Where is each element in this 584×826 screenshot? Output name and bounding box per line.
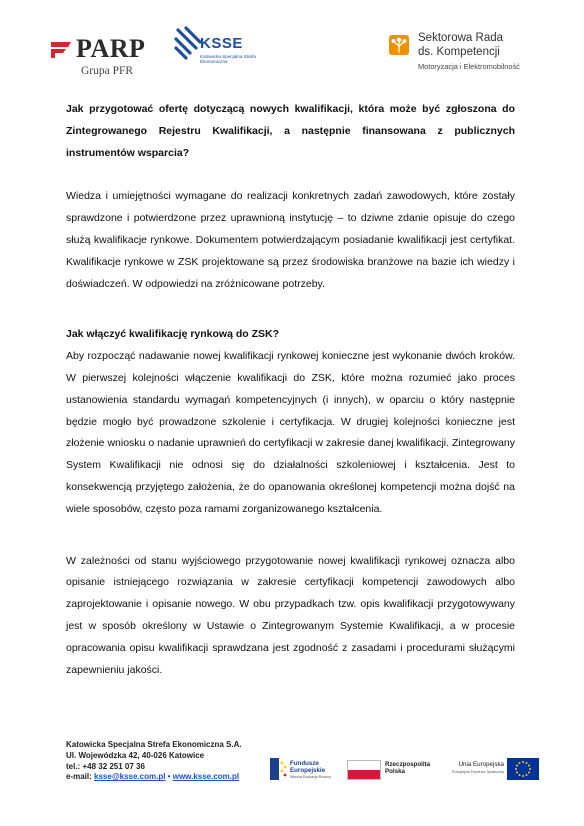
eu-funds-line2: Europejskie — [290, 767, 326, 774]
ksse-subtitle: Katowicka Specjalna Strefa Ekonomiczna — [200, 54, 256, 65]
eu-funds-subtitle: Wiedza Edukacja Rozwój — [290, 775, 331, 779]
parp-name: PARP — [76, 34, 146, 63]
parp-logo — [50, 34, 165, 80]
council-title-line2: ds. Kompetencji — [418, 45, 500, 58]
page-header — [0, 0, 584, 90]
poland-logo — [347, 758, 437, 784]
footer-street: Ul. Wojewódzka 42, 40-026 Katowice — [66, 750, 205, 760]
poland-flag-icon — [347, 760, 381, 780]
parp-mark-icon — [50, 40, 72, 60]
eu-subtitle: Europejski Fundusz Społeczny — [452, 770, 504, 774]
footer-email-link[interactable]: ksse@ksse.com.pl — [94, 772, 166, 782]
poland-title — [385, 761, 430, 776]
sectoral-council-logo — [388, 32, 548, 78]
footer-email-label: e-mail: — [66, 772, 92, 782]
document-body — [66, 99, 515, 681]
footer-separator: • — [167, 772, 171, 782]
footer-website-link[interactable]: www.ksse.com.pl — [172, 772, 240, 782]
footer-address — [66, 740, 242, 783]
eu-flag-icon — [507, 758, 539, 780]
ksse-logo — [174, 26, 264, 82]
poland-line2: Polska — [385, 768, 405, 776]
page-footer — [0, 736, 584, 826]
eu-funds-line1: Fundusze — [290, 760, 319, 767]
eu-funds-stars-icon — [270, 758, 288, 780]
footer-contact-line — [66, 772, 242, 783]
parp-subtitle: Grupa PFR — [81, 65, 134, 77]
paragraph-1: Wiedza i umiejętności wymagane do realizacji konkretnych zadań zawodowych, które zostały sprawdzone i potwierdzone przez uprawnioną instytucję – to dziwne zdanie opisuje do czego służą kwalifikacje rynkowe. Dokumentem potwierdzającym posiadanie kwalifikacji jest certyfikat. Kwalifikacje rynkowe w ZSK projektowane są przez środowiska branżowe na bazie ich wiedzy i doświadczeń. W odpowiedzi na zróżnicowane potrzeby. — [66, 190, 515, 290]
question-heading-2: Jak włączyć kwalifikację rynkową do ZSK? — [66, 328, 280, 341]
paragraph-3: W zależności od stanu wyjściowego przygotowanie nowej kwalifikacji rynkowej oznacza albo opisanie istniejącego rozwiązania w zakresie certyfikacji kompetencji zawodowych albo zaprojektowanie i opisanie nowego. W obu przypadkach tzw. opis kwalifikacji przygotowywany jest w sposób określony w Ustawie o Zintegrowanym Systemie Kwalifikacji, a w procesie opracowania opisu kwalifikacji sprawdzana jest zgodność z zasadami i procedurami służącymi zapewnieniu jakości. — [66, 554, 515, 676]
council-title — [418, 32, 503, 59]
council-subtitle: Motoryzacja i Elektromobilność — [418, 62, 520, 71]
poland-line1: Rzeczpospolita — [385, 761, 431, 768]
council-tree-icon — [388, 34, 410, 56]
question-heading-1: Jak przygotować ofertę dotyczącą nowych kwalifikacji, która może być zgłoszona do Zintegrowanego Rejestru Kwalifikacji, a następnie finansowana z publicznych instrumentów wsparcia? — [66, 103, 515, 159]
ksse-name: KSSE — [200, 35, 243, 52]
eu-funds-logo — [270, 758, 342, 784]
footer-phone: tel.: +48 32 251 07 36 — [66, 761, 145, 771]
council-title-line1: Sektorowa Rada — [418, 32, 504, 44]
paragraph-2: Aby rozpocząć nadawanie nowej kwalifikacji rynkowej konieczne jest wykonanie dwóch kroków. W pierwszej kolejności włączenie kwalifikacji do ZSK, które można rozumieć jako proces ustanowienia standardu wymagań kompetencyjnych (i innych), w oparciu o który następnie będzie mogło być prowadzone szkolenie i certyfikacja. W drugiej kolejności konieczne jest złożenie wniosku o nadanie uprawnień do certyfikacji w zakresie danej kwalifikacji. Zintegrowany System Kwalifikacji nie odnosi się do działalności szkoleniowej i kształcenia. Jest to konsekwencją przyjętego założenia, że do opanowania określonej kompetencji można dojść na wiele sposobów, często poza ramami zorganizowanego kształcenia. — [66, 350, 515, 515]
eu-title: Unia Europejska — [458, 761, 504, 768]
eu-funds-title — [290, 760, 325, 774]
footer-org: Katowicka Specjalna Strefa Ekonomiczna S.A. — [66, 740, 242, 749]
eu-logo — [450, 758, 540, 784]
